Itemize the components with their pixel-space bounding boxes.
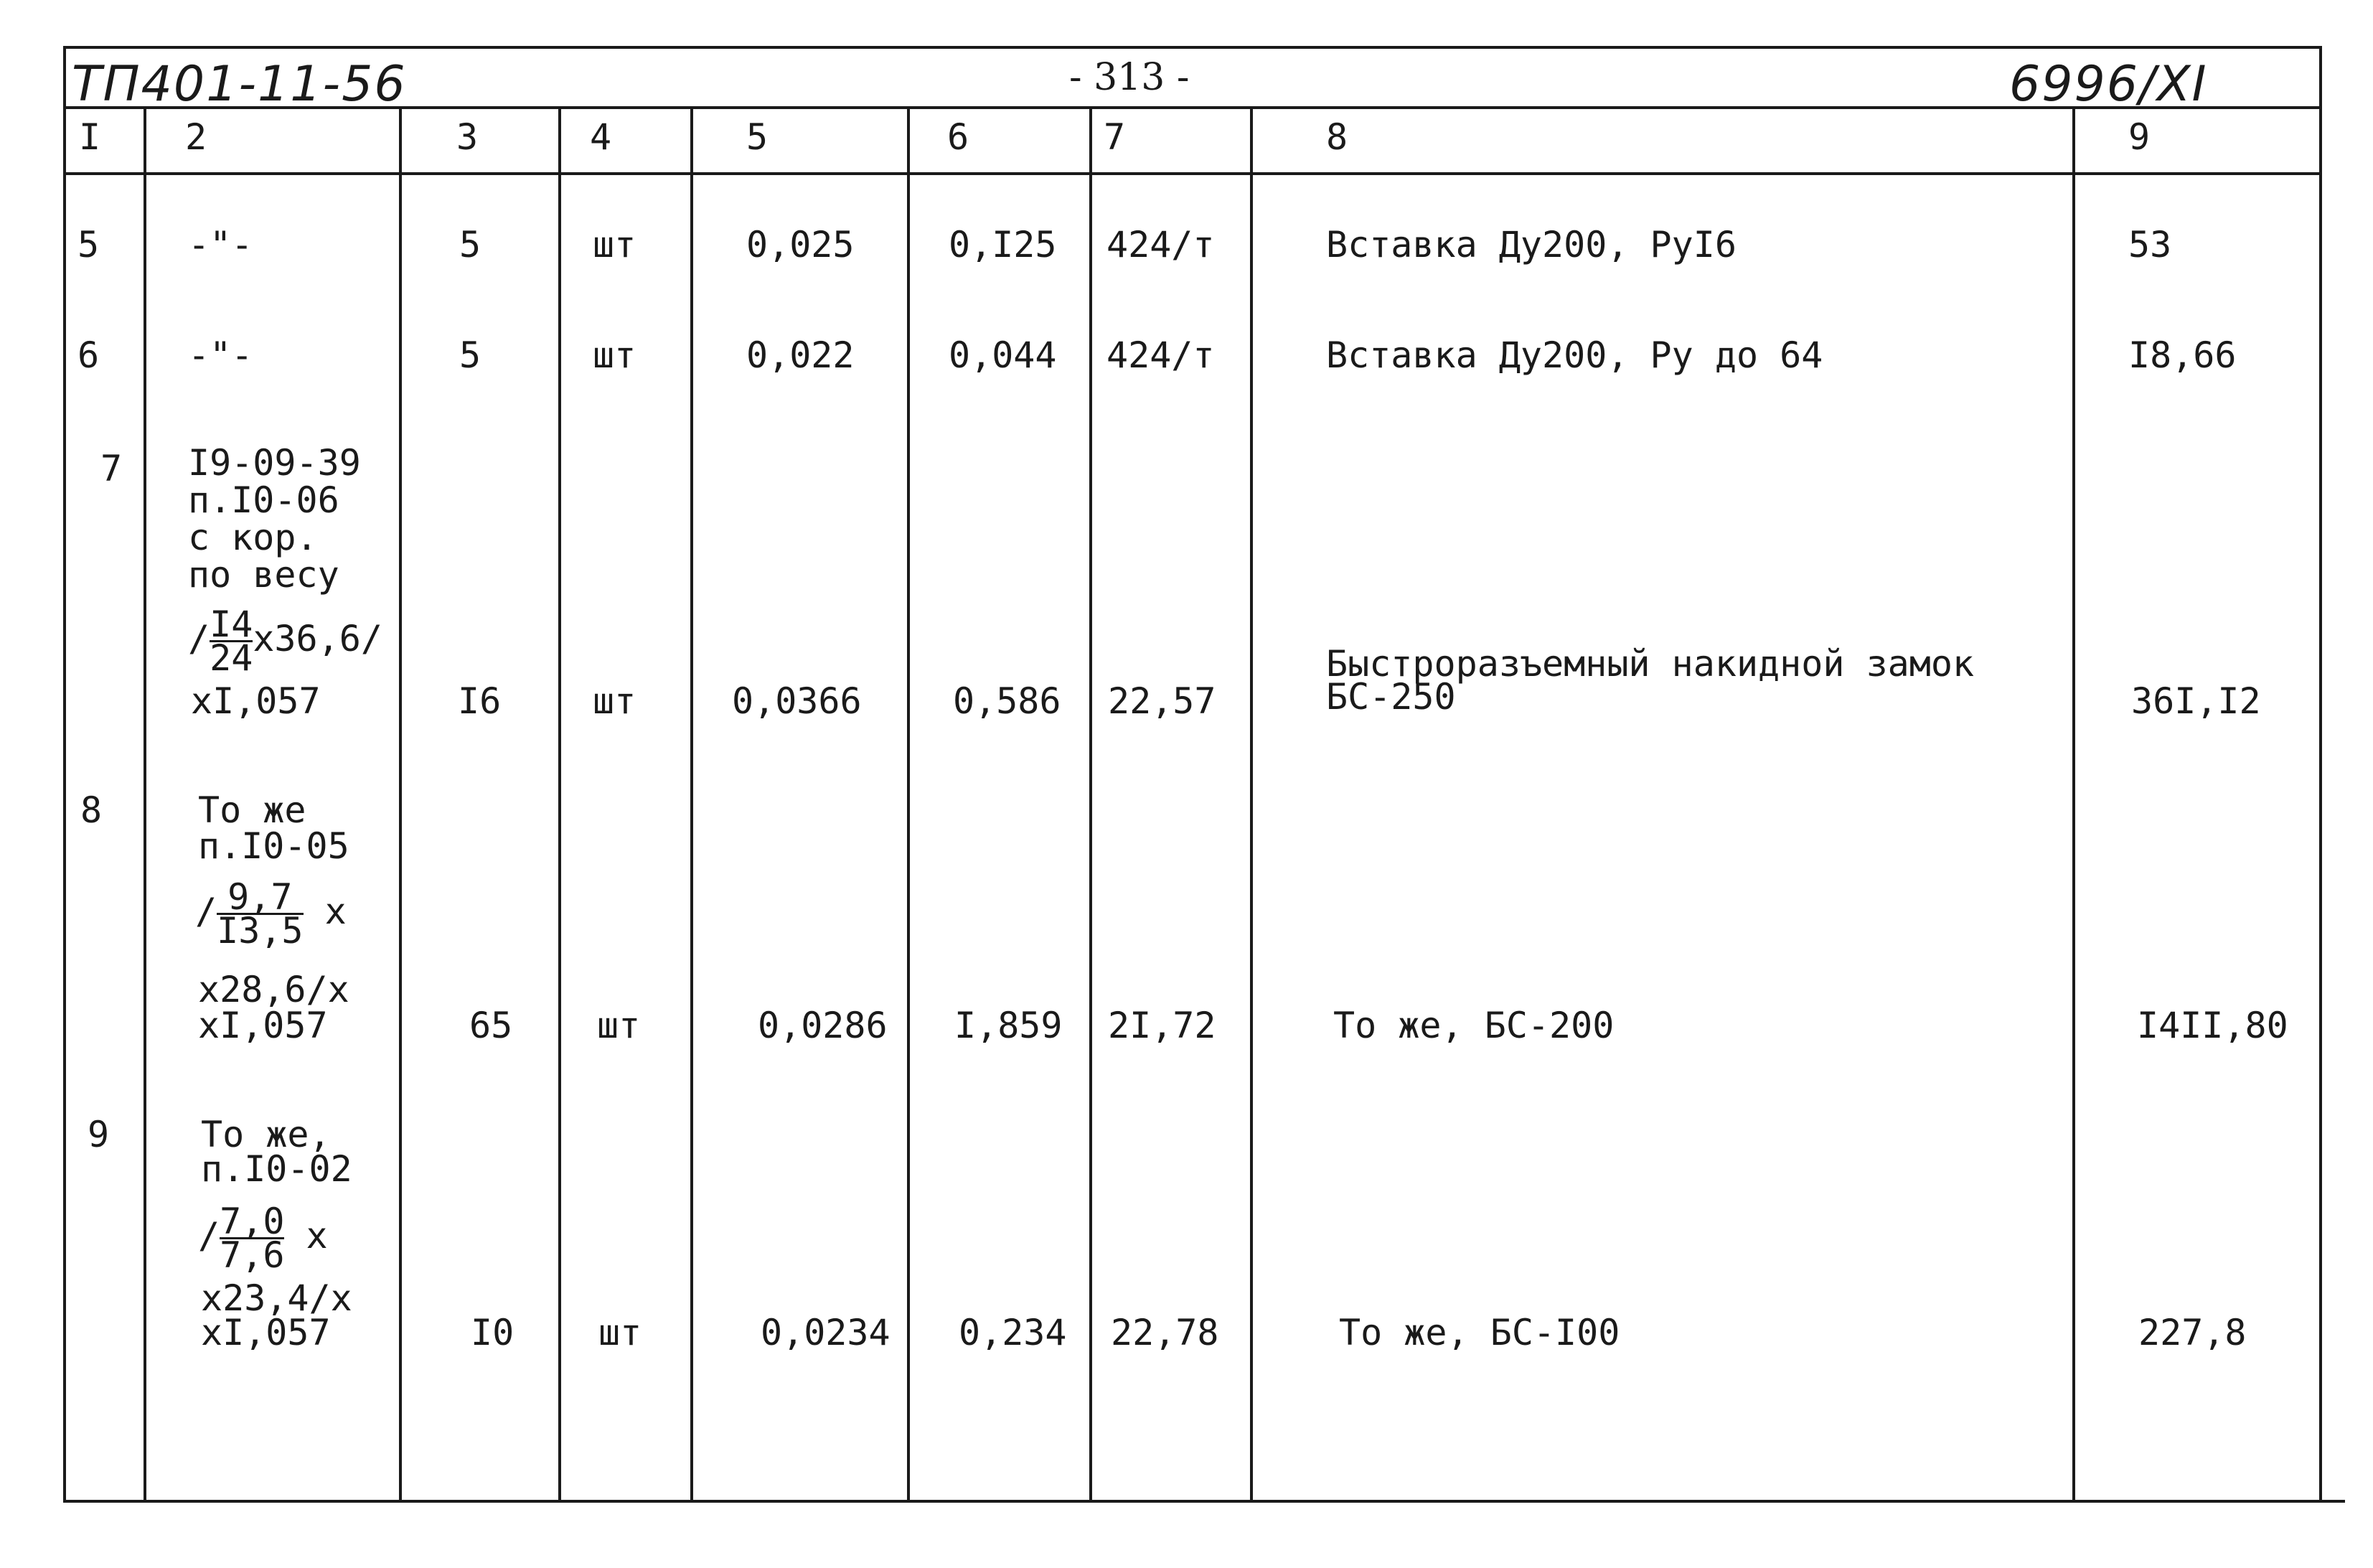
row-total-weight: 0,586	[953, 680, 1061, 722]
column-header-2: 2	[185, 116, 207, 158]
column-divider-6	[1089, 106, 1092, 1503]
row-basis-fraction: / $\frac{9,7}{I3,5}$ x	[195, 876, 347, 952]
row-name: То же, БС-I00	[1339, 1312, 1620, 1353]
row-unit: шт	[598, 1312, 642, 1353]
row-cost: I4II,80	[2137, 1005, 2288, 1046]
column-divider-7	[1250, 106, 1253, 1503]
row-basis: -"-	[188, 334, 253, 376]
row-number: 8	[80, 789, 103, 831]
row-basis-line: То же,	[201, 1114, 331, 1155]
sheet-code: 6996/XI	[2009, 56, 2208, 113]
row-quantity: I0	[471, 1312, 514, 1353]
row-unit: шт	[593, 334, 636, 376]
row-unit-weight: 0,0286	[758, 1005, 888, 1046]
row-basis: -"-	[188, 224, 253, 266]
row-quantity: 5	[459, 334, 481, 376]
row-quantity: I6	[458, 680, 502, 722]
row-number: 5	[77, 224, 100, 266]
row-basis-tail-line: x23,4/x	[201, 1277, 352, 1319]
page-number: - 313 -	[1069, 56, 1190, 99]
column-divider-8	[2072, 106, 2075, 1503]
row-total-weight: 0,044	[949, 334, 1057, 376]
row-basis-line: п.I0-05	[198, 825, 349, 867]
column-header-7: 7	[1104, 116, 1126, 158]
row-price: 22,78	[1111, 1312, 1219, 1353]
row-number: 7	[100, 448, 123, 489]
row-basis-fraction: / $\frac{I4}{24}$ x36,6/	[188, 604, 382, 679]
row-price: 424/т	[1106, 334, 1215, 376]
row-price: 22,57	[1108, 680, 1216, 722]
column-header-5: 5	[746, 116, 769, 158]
row-basis-line: п.I0-02	[201, 1148, 352, 1190]
column-header-3: 3	[456, 116, 479, 158]
row-cost: 53	[2128, 224, 2172, 266]
row-total-weight: 0,I25	[949, 224, 1057, 266]
row-quantity: 65	[469, 1005, 513, 1046]
row-basis-tail-line: xI,057	[201, 1312, 331, 1353]
row-number: 9	[88, 1114, 110, 1155]
column-header-9: 9	[2128, 116, 2151, 158]
row-name: Вставка Ду200, РуI6	[1326, 224, 1737, 266]
column-header-4: 4	[590, 116, 612, 158]
row-name-line: БС-250	[1326, 676, 1456, 718]
row-unit-weight: 0,0234	[761, 1312, 891, 1353]
document-code: ТП401-11-56	[72, 56, 407, 113]
row-basis-line: по весу	[188, 554, 339, 596]
row-basis-line: То же	[198, 789, 306, 831]
column-header-6: 6	[947, 116, 969, 158]
row-basis-fraction: / $\frac{7,0}{7,6}$ x	[198, 1201, 328, 1276]
row-name-line: Быстроразъемный накидной замок	[1326, 643, 1975, 685]
column-divider-1	[144, 106, 146, 1503]
column-divider-2	[399, 106, 402, 1503]
row-total-weight: 0,234	[959, 1312, 1067, 1353]
row-unit-weight: 0,0366	[732, 680, 862, 722]
row-name: То же, БС-200	[1333, 1005, 1615, 1046]
row-basis-line: п.I0-06	[188, 479, 339, 521]
column-header-8: 8	[1326, 116, 1348, 158]
row-basis-tail-line: x28,6/x	[198, 969, 349, 1010]
row-cost: 227,8	[2138, 1312, 2247, 1353]
row-cost: I8,66	[2128, 334, 2237, 376]
row-total-weight: I,859	[954, 1005, 1063, 1046]
row-price: 424/т	[1106, 224, 1215, 266]
row-basis-line: с кор.	[188, 517, 318, 558]
row-quantity: 5	[459, 224, 481, 266]
row-price: 2I,72	[1108, 1005, 1216, 1046]
row-unit: шт	[597, 1005, 641, 1046]
row-name: Вставка Ду200, Ру до 64	[1326, 334, 1823, 376]
row-basis-tail-line: xI,057	[198, 1005, 328, 1046]
row-unit-weight: 0,022	[746, 334, 855, 376]
table-bottom-line	[63, 1500, 2345, 1503]
column-divider-4	[690, 106, 693, 1503]
row-unit-weight: 0,025	[746, 224, 855, 266]
row-unit: шт	[593, 224, 636, 266]
row-number: 6	[77, 334, 100, 376]
column-header-1: I	[79, 116, 101, 158]
row-unit: шт	[593, 680, 636, 722]
row-basis-tail: xI,057	[191, 680, 321, 722]
column-divider-3	[558, 106, 561, 1503]
column-divider-5	[907, 106, 910, 1503]
row-cost: 36I,I2	[2131, 680, 2261, 722]
header-row-separator	[63, 172, 2322, 175]
row-basis-line: I9-09-39	[188, 442, 361, 484]
